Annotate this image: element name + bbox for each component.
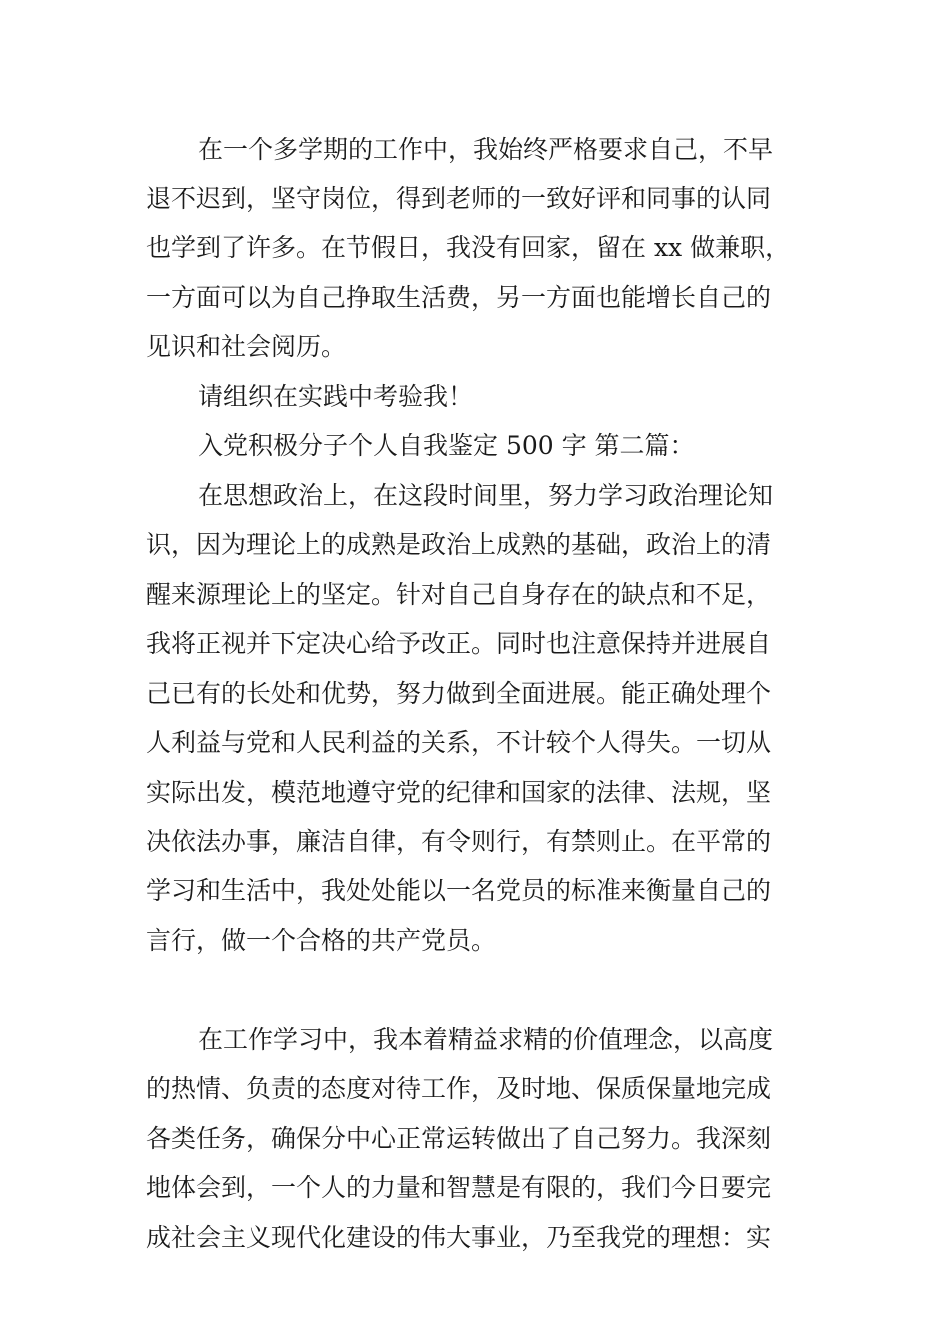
paragraph-4-line-4: 地体会到，一个人的力量和智慧是有限的，我们今日要完: [146, 1173, 772, 1202]
paragraph-3-line-1: 在思想政治上，在这段时间里，努力学习政治理论知: [198, 481, 774, 510]
paragraph-1-line-4: 一方面可以为自己挣取生活费，另一方面也能增长自己的: [146, 283, 772, 312]
paragraph-4-line-3: 各类任务，确保分中心正常运转做出了自己努力。我深刻: [146, 1124, 772, 1153]
paragraph-3-line-8: 决依法办事，廉洁自律，有令则行，有禁则止。在平常的: [146, 827, 772, 856]
paragraph-2-line-1: 请组织在实践中考验我！: [198, 382, 474, 411]
paragraph-3-line-2: 识，因为理论上的成熟是政治上成熟的基础，政治上的清: [146, 530, 772, 559]
paragraph-3-line-10: 言行，做一个合格的共产党员。: [146, 926, 497, 955]
paragraph-3-line-5: 己已有的长处和优势，努力做到全面进展。能正确处理个: [146, 679, 772, 708]
paragraph-4-line-5: 成社会主义现代化建设的伟大事业，乃至我党的理想：实: [146, 1223, 772, 1252]
paragraph-1-line-3: 也学到了许多。在节假日，我没有回家，留在 xx 做兼职，: [146, 233, 791, 262]
paragraph-3-line-7: 实际出发，模范地遵守党的纪律和国家的法律、法规，坚: [146, 778, 772, 807]
paragraph-3-line-6: 人利益与党和人民利益的关系，不计较个人得失。一切从: [146, 728, 772, 757]
paragraph-1-line-2: 退不迟到，坚守岗位，得到老师的一致好评和同事的认同: [146, 184, 772, 213]
paragraph-1-line-5: 见识和社会阅历。: [146, 332, 347, 361]
paragraph-1-line-1: 在一个多学期的工作中，我始终严格要求自己，不早: [198, 135, 774, 164]
paragraph-4-line-2: 的热情、负责的态度对待工作，及时地、保质保量地完成: [146, 1074, 772, 1103]
paragraph-3-line-9: 学习和生活中，我处处能以一名党员的标准来衡量自己的: [146, 876, 772, 905]
paragraph-4-line-1: 在工作学习中，我本着精益求精的价值理念，以高度: [198, 1025, 774, 1054]
paragraph-3-line-3: 醒来源理论上的坚定。针对自己自身存在的缺点和不足，: [146, 580, 772, 609]
section-heading: 入党积极分子个人自我鉴定 500 字 第二篇：: [198, 431, 695, 460]
paragraph-3-line-4: 我将正视并下定决心给予改正。同时也注意保持并进展自: [146, 629, 772, 658]
